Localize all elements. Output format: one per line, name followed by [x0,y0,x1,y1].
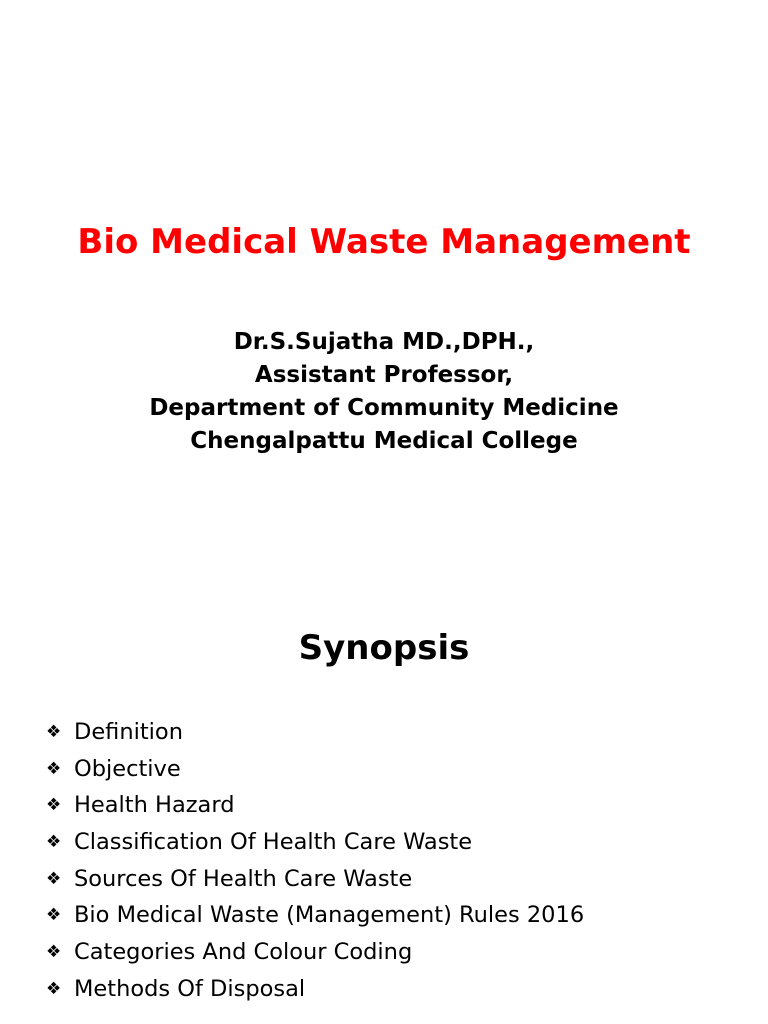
list-item [46,751,584,788]
four-diamond-bullet-icon: ❖ [46,978,62,999]
list-item [46,861,584,898]
list-item [46,714,584,751]
author-info [0,326,768,458]
list-item-text: Health Hazard [74,792,235,819]
list-item [46,897,584,934]
four-diamond-bullet-icon: ❖ [46,905,62,926]
list-item-text: Objective [74,755,181,782]
four-diamond-bullet-icon: ❖ [46,941,62,962]
four-diamond-bullet-icon: ❖ [46,795,62,816]
list-item-text: Classification Of Health Care Waste [74,829,473,856]
presentation-title: Bio Medical Waste Management [77,222,691,262]
list-item-text: Methods Of Disposal [74,975,306,1002]
four-diamond-bullet-icon: ❖ [46,831,62,852]
four-diamond-bullet-icon: ❖ [46,721,62,742]
synopsis-slide [0,512,768,1024]
list-item [46,787,584,824]
author-institution: Chengalpattu Medical College [190,428,578,454]
synopsis-heading: Synopsis [298,628,470,668]
list-item [46,824,584,861]
author-department: Department of Community Medicine [149,395,619,421]
list-item-text: Categories And Colour Coding [74,939,413,966]
list-item-text: Definition [74,719,183,745]
list-item [46,934,584,971]
author-designation: Assistant Professor, [254,362,514,388]
list-item-text: Bio Medical Waste (Management) Rules 2016 [74,902,585,929]
synopsis-list [46,714,584,1008]
four-diamond-bullet-icon: ❖ [46,868,62,889]
author-name: Dr.S.Sujatha MD.,DPH., [233,329,535,355]
list-item [46,971,584,1008]
list-item-text: Sources Of Health Care Waste [74,865,413,892]
four-diamond-bullet-icon: ❖ [46,758,62,779]
